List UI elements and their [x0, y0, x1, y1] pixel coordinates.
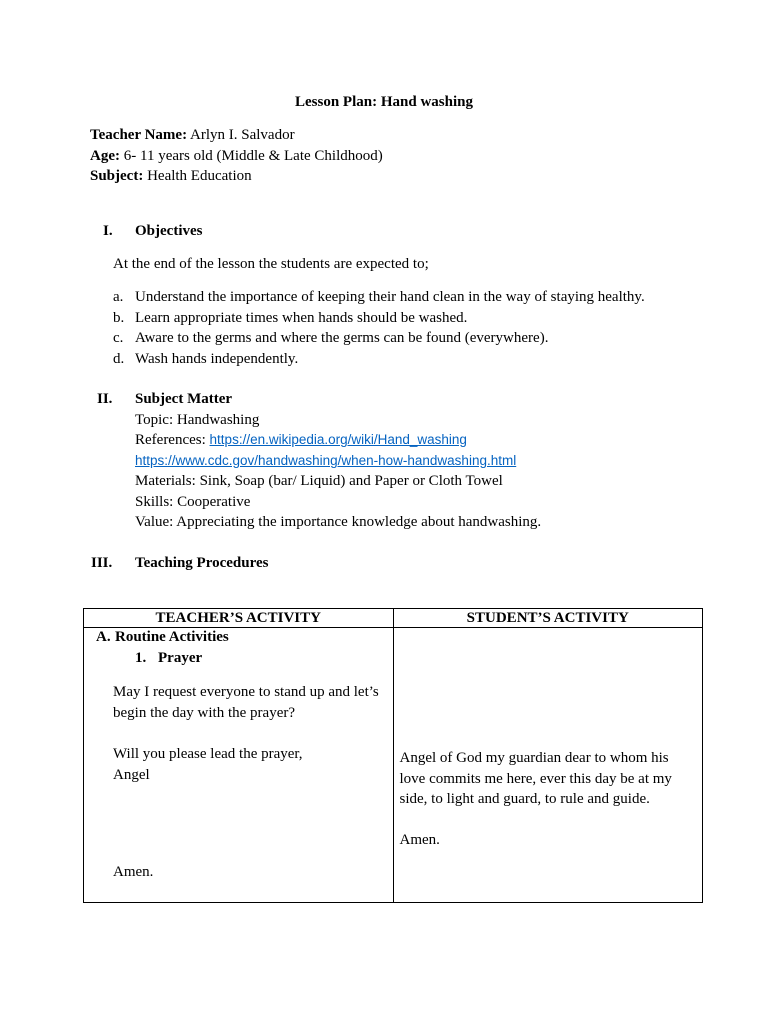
objective-item: Aware to the germs and where the germs can be found (everywhere).	[135, 330, 549, 346]
teacher-amen: Amen.	[113, 864, 154, 880]
subject-matter-numeral: II.	[97, 391, 113, 407]
request-text-line: begin the day with the prayer?	[113, 705, 296, 721]
section-marker: A.	[96, 629, 111, 645]
objective-marker: b.	[113, 310, 125, 326]
reference-link-cdc[interactable]: https://www.cdc.gov/handwashing/when-how-handwashing.html	[135, 453, 517, 468]
topic-line: Topic: Handwashing	[135, 412, 260, 428]
objective-item: Learn appropriate times when hands should be washed.	[135, 310, 468, 326]
sub-item-title: Prayer	[158, 650, 203, 666]
reference-link-wikipedia[interactable]: https://en.wikipedia.org/wiki/Hand_washing	[209, 432, 467, 447]
section-title: Routine Activities	[115, 629, 229, 645]
teacher-activity-header: TEACHER’S ACTIVITY	[84, 609, 394, 628]
objectives-numeral: I.	[103, 223, 113, 239]
prayer-text-line: love commits me here, ever this day be at my	[399, 771, 672, 787]
student-activity-cell	[393, 628, 703, 903]
prayer-text-line: side, to light and guard, to rule and guide.	[399, 791, 650, 807]
page-title: Lesson Plan: Hand washing	[295, 94, 473, 110]
objective-item: Understand the importance of keeping their hand clean in the way of staying healthy.	[135, 289, 645, 305]
procedures-numeral: III.	[91, 555, 113, 571]
age-line	[90, 148, 383, 165]
age-value: 6- 11 years old (Middle & Late Childhood)	[123, 148, 383, 164]
objectives-intro: At the end of the lesson the students are expected to;	[113, 256, 429, 272]
subject-line	[90, 168, 252, 185]
teacher-name-label: Teacher Name:	[90, 127, 188, 143]
objective-marker: a.	[113, 289, 124, 305]
teacher-name-line	[90, 127, 295, 144]
value-line: Value: Appreciating the importance knowledge about handwashing.	[135, 514, 542, 530]
request-text-line: May I request everyone to stand up and let’s	[113, 684, 379, 700]
references-label: References:	[135, 432, 210, 448]
references-line	[135, 432, 467, 449]
skills-line: Skills: Cooperative	[135, 494, 251, 510]
teacher-name-value: Arlyn I. Salvador	[190, 127, 295, 143]
subject-label: Subject:	[90, 168, 144, 184]
subject-value: Health Education	[147, 168, 252, 184]
objective-marker: c.	[113, 330, 124, 346]
objective-marker: d.	[113, 351, 125, 367]
teacher-activity-cell	[84, 628, 394, 903]
procedures-heading: Teaching Procedures	[135, 555, 269, 571]
activity-table	[83, 608, 703, 903]
materials-line: Materials: Sink, Soap (bar/ Liquid) and Paper or Cloth Towel	[135, 473, 503, 489]
subject-matter-heading: Subject Matter	[135, 391, 233, 407]
student-activity-header: STUDENT’S ACTIVITY	[393, 609, 703, 628]
age-label: Age:	[90, 148, 120, 164]
objective-item: Wash hands independently.	[135, 351, 299, 367]
objectives-heading: Objectives	[135, 223, 203, 239]
sub-item-marker: 1.	[135, 650, 147, 666]
prayer-text-line: Angel of God my guardian dear to whom his	[399, 750, 669, 766]
lead-prayer-line: Will you please lead the prayer,	[113, 746, 303, 762]
student-amen: Amen.	[399, 832, 440, 848]
lead-prayer-name: Angel	[113, 767, 150, 783]
